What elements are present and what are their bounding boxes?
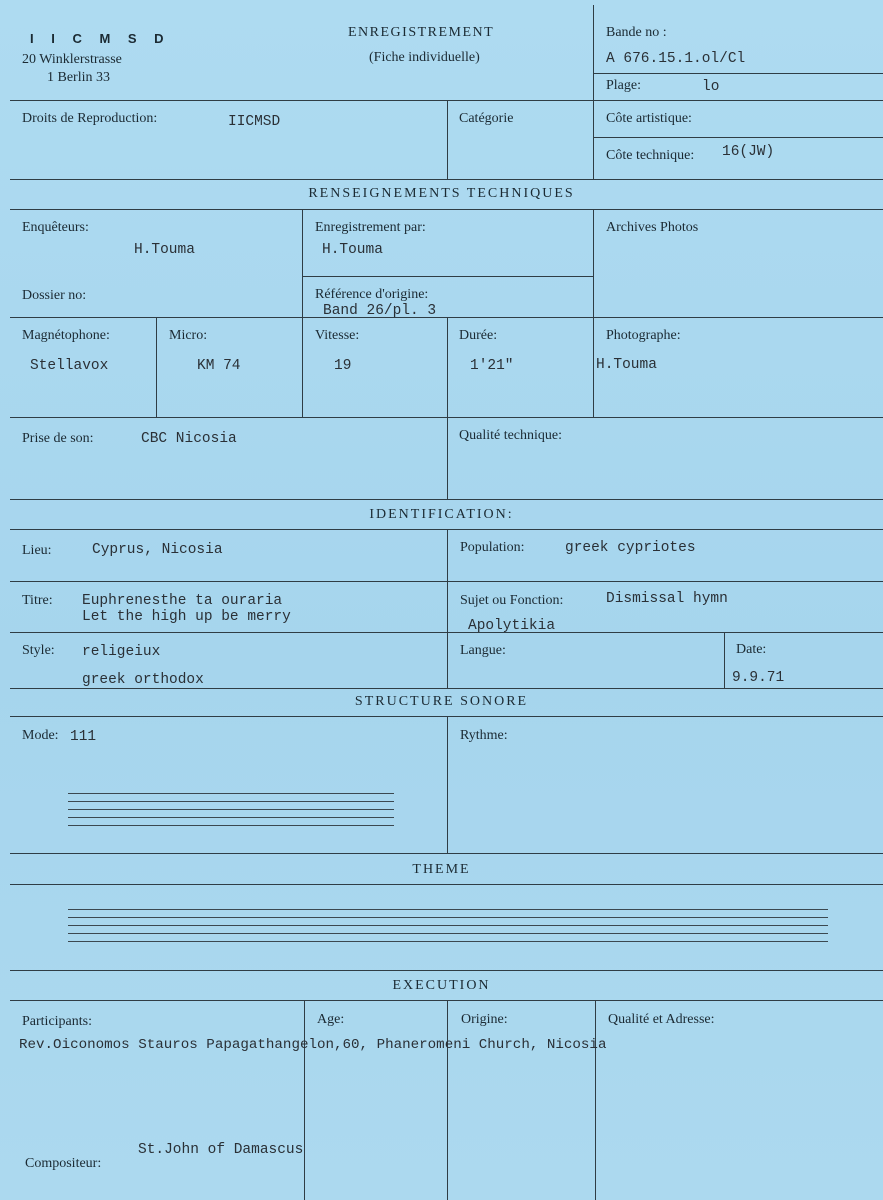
sujet-line2: Apolytikia: [468, 618, 556, 634]
enregistrement-par-value: H.Touma: [322, 242, 383, 258]
vitesse-value: 19: [334, 358, 352, 374]
vrule-adresse-left: [595, 1000, 596, 1200]
participants-value: Rev.Oiconomos Stauros Papagathangelon,60, Phaneromeni Church, Nicosia: [19, 1037, 607, 1053]
rule-cote: [593, 137, 883, 138]
lieu-label: Lieu:: [22, 543, 52, 558]
titre-line2: Let the high up be merry: [82, 609, 291, 625]
rule-structure-bottom: [10, 853, 883, 854]
population-label: Population:: [460, 540, 525, 555]
langue-label: Langue:: [460, 643, 506, 658]
vrule-categorie-right: [593, 100, 594, 179]
theme-staff-line: [68, 917, 828, 918]
mode-value: 111: [70, 729, 97, 745]
sujet-line1: Dismissal hymn: [606, 591, 728, 607]
population-value: greek cypriotes: [565, 540, 696, 556]
origine-label: Origine:: [461, 1012, 508, 1027]
reference-value: Band 26/pl. 3: [323, 303, 437, 319]
mode-staff-line: [68, 793, 394, 794]
enqueteurs-label: Enquêteurs:: [22, 220, 89, 235]
photographe-label: Photographe:: [606, 328, 681, 343]
duree-value: 1'21": [470, 358, 514, 374]
photographe-value: H.Touma: [596, 357, 657, 373]
form-title: ENREGISTREMENT: [348, 25, 495, 40]
sujet-label: Sujet ou Fonction:: [460, 593, 564, 608]
prise-label: Prise de son:: [22, 431, 94, 446]
plage-label: Plage:: [606, 78, 641, 93]
compositeur-label: Compositeur:: [25, 1156, 102, 1171]
mode-staff-line: [68, 825, 394, 826]
titre-label: Titre:: [22, 593, 53, 608]
cote-artistique-label: Côte artistique:: [606, 111, 692, 126]
rule-prise-bottom: [10, 499, 883, 500]
form-subtitle: (Fiche individuelle): [369, 50, 480, 65]
plage-value: lo: [702, 79, 720, 95]
magnetophone-value: Stellavox: [30, 358, 109, 374]
vrule-age-left: [304, 1000, 305, 1200]
mode-staff-line: [68, 817, 394, 818]
droits-label: Droits de Reproduction:: [22, 111, 158, 126]
dossier-label: Dossier no:: [22, 288, 87, 303]
logo: I I C M S D: [30, 31, 171, 46]
identification-section-title: IDENTIFICATION:: [369, 507, 514, 522]
mode-label: Mode:: [22, 728, 59, 743]
droits-value: IICMSD: [228, 114, 281, 130]
style-line1: religeiux: [82, 644, 161, 660]
rythme-label: Rythme:: [460, 728, 508, 743]
vrule-origine-left: [447, 1000, 448, 1200]
date-value: 9.9.71: [732, 670, 785, 686]
theme-staff-line: [68, 925, 828, 926]
vitesse-label: Vitesse:: [315, 328, 360, 343]
qualite-technique-label: Qualité technique:: [459, 428, 563, 443]
vrule-date-left: [724, 632, 725, 688]
vrule-qualite-left: [447, 417, 448, 499]
theme-staff-line: [68, 909, 828, 910]
theme-staff-line: [68, 941, 828, 942]
magnetophone-label: Magnétophone:: [22, 328, 110, 343]
titre-line1: Euphrenesthe ta ouraria: [82, 593, 283, 609]
theme-staff-line: [68, 933, 828, 934]
address-street: 20 Winklerstrasse: [22, 52, 122, 67]
style-label: Style:: [22, 643, 55, 658]
vrule-photographe-left: [593, 317, 594, 417]
cote-technique-label: Côte technique:: [606, 148, 695, 163]
vrule-duree-left: [447, 317, 448, 417]
rule-technical-title: [10, 209, 883, 210]
reference-label: Référence d'origine:: [315, 287, 429, 302]
date-label: Date:: [736, 642, 767, 657]
mode-staff-line: [68, 809, 394, 810]
participants-label: Participants:: [22, 1014, 92, 1029]
vrule-header: [593, 5, 594, 100]
technical-section-title: RENSEIGNEMENTS TECHNIQUES: [308, 186, 575, 201]
rule-theme-title: [10, 884, 883, 885]
age-label: Age:: [317, 1012, 345, 1027]
rule-enregistrement: [302, 276, 593, 277]
bande-label: Bande no :: [606, 25, 667, 40]
vrule-enregistrement-left: [302, 209, 303, 417]
categorie-label: Catégorie: [459, 111, 514, 126]
micro-value: KM 74: [197, 358, 241, 374]
rule-rights-bottom: [10, 179, 883, 180]
rule-bande-plage: [593, 73, 883, 74]
address-city: 1 Berlin 33: [47, 70, 110, 85]
mode-staff-line: [68, 801, 394, 802]
vrule-rythme-left: [447, 716, 448, 853]
rule-theme-bottom: [10, 970, 883, 971]
cote-technique-value: 16(JW): [722, 144, 775, 160]
qualite-adresse-label: Qualité et Adresse:: [608, 1012, 715, 1027]
duree-label: Durée:: [459, 328, 498, 343]
bande-value: A 676.15.1.ol/Cl: [606, 51, 746, 67]
structure-section-title: STRUCTURE SONORE: [354, 694, 529, 709]
style-line2: greek orthodox: [82, 672, 204, 688]
theme-section-title: THEME: [412, 862, 471, 877]
vrule-archives-left: [593, 209, 594, 317]
micro-label: Micro:: [169, 328, 208, 343]
prise-value: CBC Nicosia: [141, 431, 237, 447]
vrule-micro-left: [156, 317, 157, 417]
archives-photos-label: Archives Photos: [606, 220, 699, 235]
enregistrement-par-label: Enregistrement par:: [315, 220, 426, 235]
vrule-ident-middle: [447, 529, 448, 688]
compositeur-value: St.John of Damascus: [138, 1142, 304, 1158]
enqueteurs-value: H.Touma: [134, 242, 195, 258]
execution-section-title: EXECUTION: [392, 978, 491, 993]
lieu-value: Cyprus, Nicosia: [92, 542, 223, 558]
vrule-categorie-left: [447, 100, 448, 179]
